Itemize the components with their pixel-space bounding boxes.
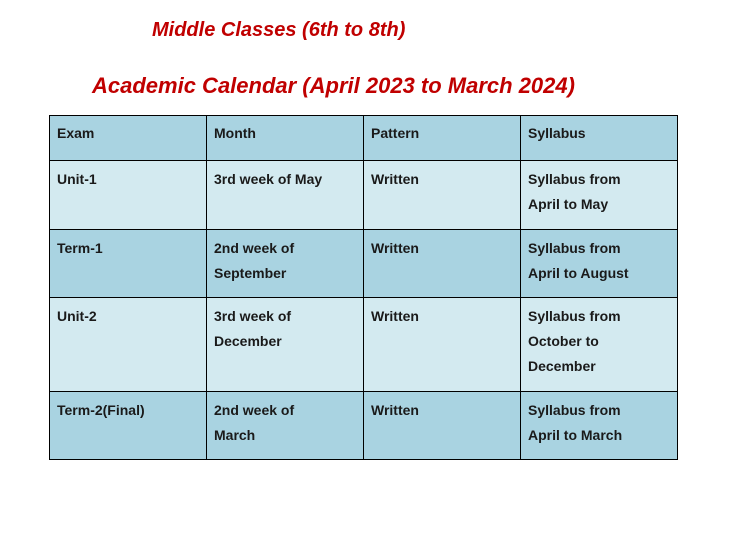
table-row [50, 230, 678, 298]
month-line: March [214, 427, 256, 443]
month-line: 3rd week of [214, 308, 292, 324]
column-header-exam: Exam [50, 116, 207, 161]
table-row [50, 298, 678, 392]
month-cell [207, 298, 364, 392]
month-line: 3rd week of May [214, 171, 323, 187]
syllabus-line: Syllabus from [528, 171, 621, 187]
month-cell [207, 161, 364, 230]
table-row [50, 392, 678, 460]
column-header-syllabus: Syllabus [521, 116, 678, 161]
syllabus-line: December [528, 358, 596, 374]
month-line: 2nd week of [214, 240, 295, 256]
month-line: September [214, 265, 287, 281]
syllabus-line: April to May [528, 196, 609, 212]
page-title: Middle Classes (6th to 8th) [152, 19, 406, 41]
academic-calendar-table [49, 115, 678, 460]
month-line: December [214, 333, 282, 349]
column-header-pattern: Pattern [364, 116, 521, 161]
syllabus-cell [521, 161, 678, 230]
syllabus-cell [521, 230, 678, 298]
pattern-cell: Written [364, 298, 521, 392]
page-subtitle: Academic Calendar (April 2023 to March 2024) [92, 73, 575, 98]
syllabus-line: Syllabus from [528, 240, 621, 256]
pattern-cell: Written [364, 230, 521, 298]
syllabus-line: April to August [528, 265, 629, 281]
exam-cell: Term-1 [50, 230, 207, 298]
month-line: 2nd week of [214, 402, 295, 418]
syllabus-cell [521, 392, 678, 460]
pattern-cell: Written [364, 392, 521, 460]
table-header-row [50, 116, 678, 161]
syllabus-line: April to March [528, 427, 623, 443]
month-cell [207, 392, 364, 460]
month-cell [207, 230, 364, 298]
exam-cell: Unit-2 [50, 298, 207, 392]
syllabus-cell [521, 298, 678, 392]
exam-cell: Term-2(Final) [50, 392, 207, 460]
exam-cell: Unit-1 [50, 161, 207, 230]
syllabus-line: October to [528, 333, 599, 349]
syllabus-line: Syllabus from [528, 402, 621, 418]
table-row [50, 161, 678, 230]
column-header-month: Month [207, 116, 364, 161]
syllabus-line: Syllabus from [528, 308, 621, 324]
pattern-cell: Written [364, 161, 521, 230]
